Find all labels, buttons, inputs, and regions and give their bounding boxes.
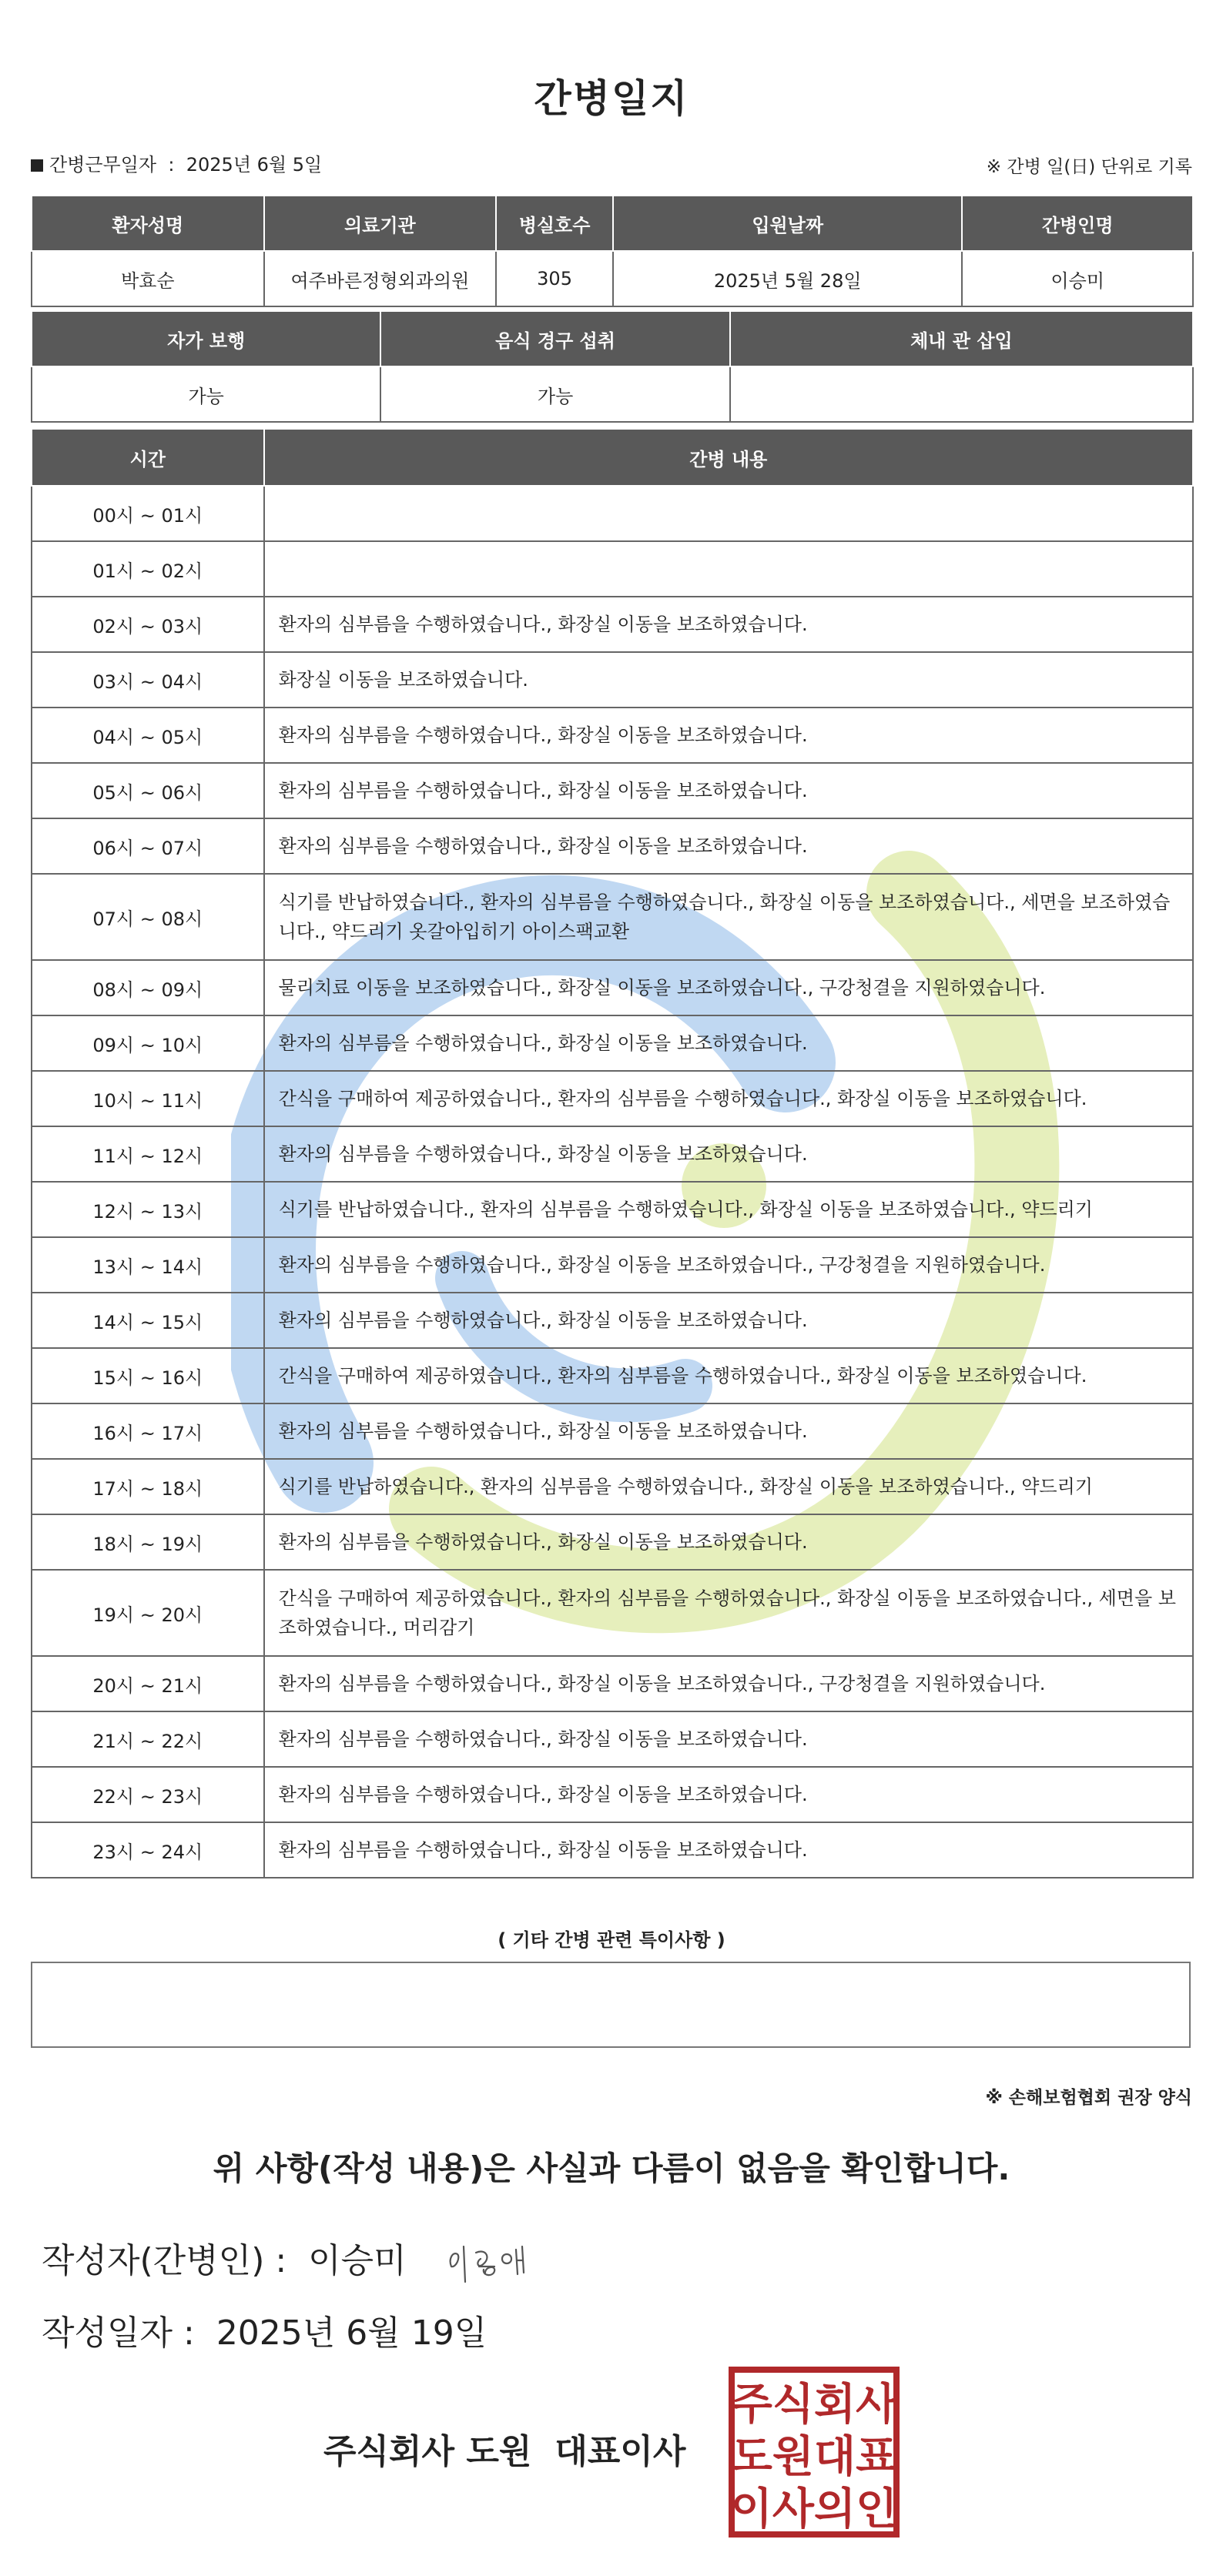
log-row: [32, 1182, 1193, 1237]
tube-insertion-value: [730, 366, 1193, 422]
patient-info-table: [31, 195, 1194, 307]
written-date-value: 2025년 6월 19일: [216, 2313, 488, 2353]
log-row: [32, 1237, 1193, 1293]
self-walking-value: 가능: [32, 366, 380, 422]
log-time-cell: 18시 ~ 19시: [32, 1514, 264, 1570]
header-time: 시간: [32, 429, 264, 486]
log-content-cell: 환자의 심부름을 수행하였습니다., 화장실 이동을 보조하였습니다.: [264, 1711, 1193, 1767]
log-row: [32, 763, 1193, 818]
patient-status-table: [31, 310, 1194, 423]
patient-info-values: [32, 251, 1193, 306]
svg-text:이사의인: 이사의인: [730, 2484, 898, 2534]
log-time-cell: 23시 ~ 24시: [32, 1822, 264, 1878]
log-content-cell: 식기를 반납하였습니다., 환자의 심부름을 수행하였습니다., 화장실 이동을 보조하였습니다., 약드리기: [264, 1459, 1193, 1514]
written-date-label: 작성일자 :: [42, 2313, 195, 2353]
log-row: [32, 1459, 1193, 1514]
log-row: [32, 1015, 1193, 1071]
log-content-cell: 환자의 심부름을 수행하였습니다., 화장실 이동을 보조하였습니다.: [264, 1822, 1193, 1878]
meta-row: [31, 149, 1192, 180]
log-time-cell: 02시 ~ 03시: [32, 597, 264, 652]
log-time-cell: 16시 ~ 17시: [32, 1403, 264, 1459]
log-time-cell: 09시 ~ 10시: [32, 1015, 264, 1071]
log-time-cell: 04시 ~ 05시: [32, 708, 264, 763]
record-unit-note: ※ 간병 일(日) 단위로 기록: [986, 157, 1192, 177]
log-row: [32, 1711, 1193, 1767]
header-admission-date: 입원날짜: [613, 196, 962, 251]
work-date-separator: :: [168, 154, 175, 176]
log-time-cell: 22시 ~ 23시: [32, 1767, 264, 1822]
square-bullet-icon: [31, 159, 43, 172]
patient-info-header: [32, 196, 1193, 251]
log-content-cell: 환자의 심부름을 수행하였습니다., 화장실 이동을 보조하였습니다.: [264, 1126, 1193, 1182]
log-content-cell: 화장실 이동을 보조하였습니다.: [264, 652, 1193, 708]
log-content-cell: 환자의 심부름을 수행하였습니다., 화장실 이동을 보조하였습니다.: [264, 818, 1193, 874]
log-content-cell: 간식을 구매하여 제공하였습니다., 환자의 심부름을 수행하였습니다., 화장실 이동을 보조하였습니다., 세면을 보조하였습니다., 머리감기: [264, 1570, 1193, 1656]
work-date-label: 간병근무일자: [49, 154, 157, 176]
writer-line: [42, 2233, 545, 2290]
log-time-cell: 08시 ~ 09시: [32, 960, 264, 1015]
log-content-cell: 환자의 심부름을 수행하였습니다., 화장실 이동을 보조하였습니다.: [264, 708, 1193, 763]
log-row: [32, 1656, 1193, 1711]
hourly-care-log-table: [31, 428, 1194, 1878]
notes-title: ( 기타 간병 관련 특이사항 ): [498, 1929, 725, 1951]
log-content-cell: 간식을 구매하여 제공하였습니다., 환자의 심부름을 수행하였습니다., 화장실 이동을 보조하였습니다.: [264, 1071, 1193, 1126]
log-content-cell: 환자의 심부름을 수행하였습니다., 화장실 이동을 보조하였습니다., 구강청결을 지원하였습니다.: [264, 1656, 1193, 1711]
log-time-cell: 11시 ~ 12시: [32, 1126, 264, 1182]
work-date: [31, 149, 322, 176]
log-row: [32, 1822, 1193, 1878]
handwritten-signature-icon: [445, 2236, 545, 2290]
log-row: [32, 960, 1193, 1015]
log-content-cell: 환자의 심부름을 수행하였습니다., 화장실 이동을 보조하였습니다., 구강청결을 지원하였습니다.: [264, 1237, 1193, 1293]
log-time-cell: 12시 ~ 13시: [32, 1182, 264, 1237]
company-name: 주식회사 도원: [323, 2432, 532, 2471]
log-time-cell: 20시 ~ 21시: [32, 1656, 264, 1711]
written-date-line: [42, 2305, 487, 2354]
admission-date: 2025년 5월 28일: [613, 251, 962, 306]
log-row: [32, 1403, 1193, 1459]
log-time-cell: 19시 ~ 20시: [32, 1570, 264, 1656]
writer-label: 작성자(간병인) :: [42, 2241, 287, 2280]
header-patient-name: 환자성명: [32, 196, 264, 251]
log-row: [32, 1071, 1193, 1126]
company-role: 대표이사: [555, 2432, 686, 2471]
log-time-cell: 00시 ~ 01시: [32, 486, 264, 541]
log-content-cell: [264, 486, 1193, 541]
recommendation-note: ※ 손해보험협회 권장 양식: [985, 2088, 1192, 2108]
log-row: [32, 1126, 1193, 1182]
log-content-cell: [264, 541, 1193, 597]
svg-text:도원대표: 도원대표: [730, 2432, 898, 2482]
log-row: [32, 874, 1193, 960]
confirmation-statement: 위 사항(작성 내용)은 사실과 다름이 없음을 확인합니다.: [213, 2149, 1010, 2187]
log-time-cell: 06시 ~ 07시: [32, 818, 264, 874]
log-row: [32, 1514, 1193, 1570]
log-row: [32, 597, 1193, 652]
log-content-cell: 환자의 심부름을 수행하였습니다., 화장실 이동을 보조하였습니다.: [264, 1767, 1193, 1822]
log-time-cell: 14시 ~ 15시: [32, 1293, 264, 1348]
log-time-cell: 17시 ~ 18시: [32, 1459, 264, 1514]
log-content-cell: 환자의 심부름을 수행하였습니다., 화장실 이동을 보조하였습니다.: [264, 1403, 1193, 1459]
log-time-cell: 07시 ~ 08시: [32, 874, 264, 960]
hospital-name: 여주바른정형외과의원: [264, 251, 497, 306]
log-time-cell: 01시 ~ 02시: [32, 541, 264, 597]
header-self-walking: 자가 보행: [32, 311, 380, 366]
writer-name: 이승미: [308, 2241, 407, 2280]
log-content-cell: 환자의 심부름을 수행하였습니다., 화장실 이동을 보조하였습니다.: [264, 1293, 1193, 1348]
log-row: [32, 708, 1193, 763]
log-row: [32, 652, 1193, 708]
log-time-cell: 21시 ~ 22시: [32, 1711, 264, 1767]
svg-text:주식회사: 주식회사: [730, 2380, 898, 2430]
notes-box: [31, 1962, 1191, 2048]
log-row: [32, 818, 1193, 874]
room-number: 305: [496, 251, 613, 306]
log-time-cell: 15시 ~ 16시: [32, 1348, 264, 1403]
header-care-content: 간병 내용: [264, 429, 1193, 486]
log-content-cell: 간식을 구매하여 제공하였습니다., 환자의 심부름을 수행하였습니다., 화장실 이동을 보조하였습니다.: [264, 1348, 1193, 1403]
log-body: [32, 486, 1193, 1878]
company-line: [323, 2424, 685, 2473]
log-row: [32, 486, 1193, 541]
log-content-cell: 환자의 심부름을 수행하였습니다., 화장실 이동을 보조하였습니다.: [264, 597, 1193, 652]
header-tube-insertion: 체내 관 삽입: [730, 311, 1193, 366]
header-hospital: 의료기관: [264, 196, 497, 251]
log-content-cell: 식기를 반납하였습니다., 환자의 심부름을 수행하였습니다., 화장실 이동을 보조하였습니다., 세면을 보조하였습니다., 약드리기 옷갈아입히기 아이스팩교환: [264, 874, 1193, 960]
status-values: [32, 366, 1193, 422]
patient-name: 박효순: [32, 251, 264, 306]
log-content-cell: 물리치료 이동을 보조하였습니다., 화장실 이동을 보조하였습니다., 구강청결을 지원하였습니다.: [264, 960, 1193, 1015]
header-oral-intake: 음식 경구 섭취: [380, 311, 729, 366]
document-title: 간병일지: [534, 76, 689, 121]
log-time-cell: 10시 ~ 11시: [32, 1071, 264, 1126]
log-content-cell: 환자의 심부름을 수행하였습니다., 화장실 이동을 보조하였습니다.: [264, 1015, 1193, 1071]
log-content-cell: 환자의 심부름을 수행하였습니다., 화장실 이동을 보조하였습니다.: [264, 1514, 1193, 1570]
log-row: [32, 1293, 1193, 1348]
log-header: [32, 429, 1193, 486]
log-row: [32, 1570, 1193, 1656]
header-caregiver: 간병인명: [962, 196, 1193, 251]
header-room: 병실호수: [496, 196, 613, 251]
log-content-cell: 식기를 반납하였습니다., 환자의 심부름을 수행하였습니다., 화장실 이동을 보조하였습니다., 약드리기: [264, 1182, 1193, 1237]
log-time-cell: 03시 ~ 04시: [32, 652, 264, 708]
log-time-cell: 13시 ~ 14시: [32, 1237, 264, 1293]
work-date-value: 2025년 6월 5일: [186, 154, 323, 176]
log-row: [32, 541, 1193, 597]
oral-intake-value: 가능: [380, 366, 729, 422]
log-time-cell: 05시 ~ 06시: [32, 763, 264, 818]
log-row: [32, 1348, 1193, 1403]
log-content-cell: 환자의 심부름을 수행하였습니다., 화장실 이동을 보조하였습니다.: [264, 763, 1193, 818]
status-header: [32, 311, 1193, 366]
company-seal-icon: [727, 2365, 901, 2539]
log-row: [32, 1767, 1193, 1822]
caregiver-name: 이승미: [962, 251, 1193, 306]
